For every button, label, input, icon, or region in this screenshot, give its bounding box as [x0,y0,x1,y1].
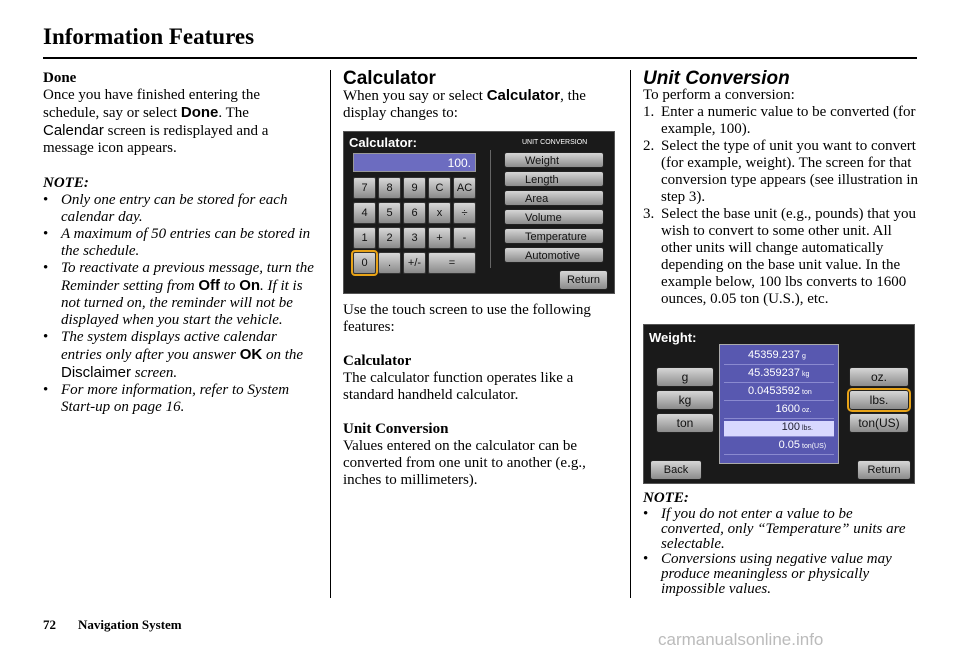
note-text: To reactivate a previous message, turn the Reminder setting from [61,260,314,294]
step-text: Select the base unit (e.g., pounds) that you wish to convert to some other unit. All other units will change automatically depending on the base unit value. In the example below, 100 lbs converts to 1600 ounces, 0.05 ton (U.S.), etc. [661,206,916,307]
step-text: Select the type of unit you want to convert (for example, weight). The screen for that conversion type appears (see illustration in step 3). [661,138,919,205]
back-button[interactable]: Back [650,460,702,480]
unit-button[interactable]: lbs. [849,390,909,410]
return-button[interactable]: Return [559,270,608,290]
done-text: screen is redisplayed and a [103,123,269,139]
step-item [643,206,918,308]
calc-key[interactable]: ÷ [453,202,476,224]
done-heading: Done [43,70,77,86]
page-title: Information Features [43,24,255,49]
conversion-unit: g [802,353,806,360]
calc-key[interactable]: 2 [378,227,401,249]
note-text: screen. [131,365,178,381]
note-item: • Only one entry can be stored for each calendar day. [43,192,321,226]
note-label: NOTE: [643,490,689,506]
column-calculator [343,70,618,122]
step-number: 3. [643,206,655,222]
note-item [43,260,321,329]
step-item [643,104,918,138]
done-text: Once you have finished entering the [43,87,261,103]
calculator-keyword: Calculator [486,87,561,104]
unit-button[interactable]: oz. [849,367,909,387]
unit-button[interactable]: g [656,367,714,387]
calc-key[interactable]: x [428,202,451,224]
step-number: 2. [643,138,655,154]
column-divider [630,70,631,598]
conversion-row [724,367,834,383]
note-item: • For more information, refer to System Start-up on page 16. [43,382,321,416]
conversion-unit: kg [802,371,810,378]
unit-button[interactable]: Weight [504,152,604,168]
conversion-unit: ton [802,389,812,396]
note-item: • A maximum of 50 entries can be stored in the schedule. [43,226,321,260]
note-item: • If you do not enter a value to be converted, only “Temperature” units are selectable. [643,507,918,552]
calc-key[interactable]: + [428,227,451,249]
note-item: • Conversions using negative value may produce meaningless or physically impossible values. [643,552,918,597]
calc-key[interactable]: +/- [403,252,426,274]
off-keyword: Off [198,277,221,294]
calculator-screenshot [343,131,615,294]
unit-button[interactable]: Automotive [504,247,604,263]
conversion-unit: lbs. [802,425,813,432]
on-keyword: On [239,277,261,294]
calc-key[interactable]: = [428,252,476,274]
calc-key[interactable]: 8 [378,177,401,199]
step-text: Enter a numeric value to be converted (for example, 100). [661,104,916,137]
conversion-row [724,403,834,419]
conversion-row [724,349,834,365]
disclaimer-keyword: Disclaimer [61,364,132,381]
done-text: message icon appears. [43,140,177,156]
unit-button[interactable]: Temperature [504,228,604,244]
calc-key[interactable]: 3 [403,227,426,249]
footer-title: Navigation System [78,617,182,632]
column-done [43,70,321,416]
calc-key[interactable]: . [378,252,401,274]
column-divider [330,70,331,598]
column-unit-conversion [643,70,918,308]
column-calculator-body [343,302,618,489]
unit-subheading: Unit Conversion [343,421,449,437]
note-label: NOTE: [43,175,89,191]
conversion-value: 0.0453592 [748,385,800,397]
done-keyword: Done [180,104,219,121]
conversion-value: 1600 [775,403,800,415]
intro-text: When you say or select [343,88,487,104]
unit-conversion-label: UNIT CONVERSION [522,139,588,146]
step-number: 1. [643,104,655,120]
unit-button[interactable]: Area [504,190,604,206]
ok-keyword: OK [239,346,263,363]
calc-key[interactable]: 0 [353,252,376,274]
calc-subheading: Calculator [343,353,412,369]
calculator-screen-title: Calculator: [349,135,417,150]
intro-text: , the display changes to: [343,88,586,121]
unit-button[interactable]: ton [656,413,714,433]
done-text: . The [218,105,249,121]
calc-key[interactable]: 5 [378,202,401,224]
conversion-row [724,421,834,437]
steps-intro: To perform a conversion: [643,87,795,103]
step-item [643,138,918,206]
conversion-value: 45.359237 [748,367,800,379]
conversion-unit: ton(US) [802,443,827,450]
note-item [43,329,321,382]
calculator-heading: Calculator [343,68,436,89]
steps-list [643,104,918,308]
calc-key[interactable]: AC [453,177,476,199]
return-button[interactable]: Return [857,460,911,480]
done-paragraph [43,87,321,157]
screen-divider [490,150,491,268]
page-number: 72 [43,617,56,632]
weight-screenshot [643,324,915,484]
watermark: carmanualsonline.info [658,630,824,649]
unit-button[interactable]: kg [656,390,714,410]
calculator-intro [343,87,618,122]
unit-conversion-heading: Unit Conversion [643,68,790,89]
conversion-unit: oz. [802,407,812,414]
conversion-value: 45359.237 [748,349,800,361]
conversion-row [724,439,834,455]
calendar-keyword: Calendar [43,122,104,139]
conversion-value: 0.05 [778,439,800,451]
calc-key[interactable]: C [428,177,451,199]
calc-key[interactable]: 9 [403,177,426,199]
calc-key[interactable]: 6 [403,202,426,224]
calc-key[interactable]: 4 [353,202,376,224]
use-text: Use the touch screen to use the following features: [343,302,591,335]
unit-text: Values entered on the calculator can be converted from one unit to another (e.g., inches to millimeters). [343,438,586,488]
done-text: schedule, say or select [43,105,181,121]
note-text: on the [262,347,304,363]
note-text: . If it is not turned on, the reminder will not be displayed when you start the vehicle. [61,278,303,328]
note-text: The system displays active calendar entries only after you answer [61,329,277,363]
calc-key[interactable]: - [453,227,476,249]
note-text: to [220,278,240,294]
weight-screen-title: Weight: [649,330,697,345]
unit-button[interactable]: ton(US) [849,413,909,433]
calculator-display: 100. [353,153,476,172]
title-rule [43,57,917,59]
conversion-row [724,385,834,401]
column-unit-notes [643,490,918,597]
conversion-value: 100 [781,421,800,433]
calc-text: The calculator function operates like a standard handheld calculator. [343,370,574,403]
calc-key[interactable]: 1 [353,227,376,249]
unit-button[interactable]: Volume [504,209,604,225]
calc-key[interactable]: 7 [353,177,376,199]
unit-button[interactable]: Length [504,171,604,187]
